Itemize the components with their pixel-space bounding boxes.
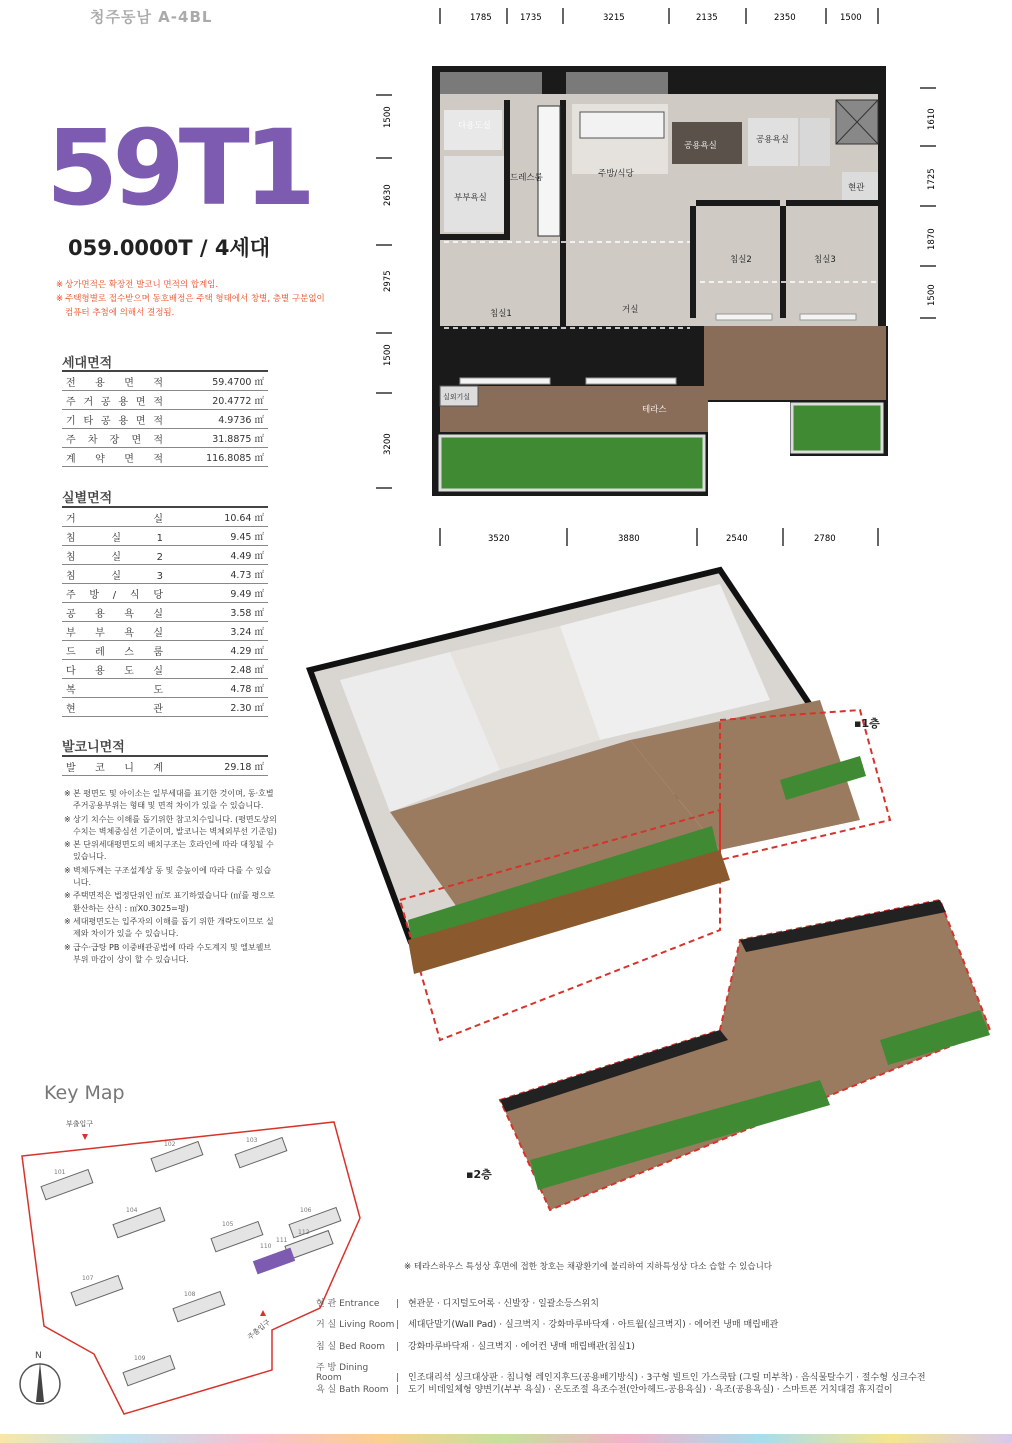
dim-label: 1500 xyxy=(840,13,862,23)
row-value: 4.29 ㎡ xyxy=(168,641,268,660)
unit-type-title: 59T1 xyxy=(46,107,311,229)
spec-value: 강화마루바닥재 · 실크벽지 · 에어컨 냉매 매립배관(침실1) xyxy=(408,1342,635,1352)
spec-row xyxy=(316,1360,926,1383)
row-label: 공 용 욕 실 xyxy=(62,603,168,622)
block-number: 109 xyxy=(134,1355,146,1362)
spec-row xyxy=(316,1339,635,1352)
dim-label: 1500 xyxy=(383,344,393,366)
spec-key: 거 실 Living Room xyxy=(316,1320,395,1330)
dim-label: 3520 xyxy=(488,534,510,544)
spec-key: 침 실 Bed Room xyxy=(316,1342,386,1352)
room-area-title: 실별면적 xyxy=(62,491,113,506)
block-number: 106 xyxy=(300,1207,312,1214)
row-label: 거 실 xyxy=(62,507,168,527)
block-number: 107 xyxy=(82,1275,94,1282)
unit-type-code: 059.0000T / 4세대 xyxy=(68,236,271,260)
spec-value: 도기 비데일체형 양변기(부부 욕실) · 온도조절 욕조수전(안아헤드-공용욕실) · 욕조(공용욕실) · 스마트폰 거치대겸 휴지걸이 xyxy=(408,1385,893,1395)
room-label: 침실2 xyxy=(730,255,752,265)
row-label: 다 용 도 실 xyxy=(62,660,168,679)
block-number: 108 xyxy=(184,1291,196,1298)
dim-label: 1610 xyxy=(927,108,937,130)
row-value: 29.18 ㎡ xyxy=(168,756,268,776)
key-map xyxy=(14,1108,364,1418)
room-label: 공용욕실 xyxy=(756,135,789,145)
spec-divider: | xyxy=(396,1373,400,1383)
decorative-color-bar xyxy=(0,1434,1012,1443)
dim-label: 1500 xyxy=(383,106,393,128)
household-area-title: 세대면적 xyxy=(62,356,113,371)
row-label: 현 관 xyxy=(62,698,168,717)
gate-arrow-icon xyxy=(82,1134,88,1140)
row-label: 계 약 면 적 xyxy=(62,448,168,467)
table-row xyxy=(62,565,268,584)
floor2-label: ▪2층 xyxy=(466,1168,492,1181)
spec-divider: | xyxy=(396,1342,400,1352)
spec-key: 현 관 Entrance xyxy=(316,1299,380,1309)
row-label: 복 도 xyxy=(62,679,168,698)
spec-value: 세대단말기(Wall Pad) · 실크벽지 · 강화마루바닥재 · 아트월(실크벽지) · 에어컨 냉매 매립배관 xyxy=(408,1320,779,1330)
row-value: 116.8085 ㎡ xyxy=(168,448,268,467)
row-value: 59.4700 ㎡ xyxy=(168,371,268,391)
row-value: 9.49 ㎡ xyxy=(168,584,268,603)
table-row xyxy=(62,756,268,776)
dim-label: 1500 xyxy=(927,284,937,306)
row-value: 20.4772 ㎡ xyxy=(168,391,268,410)
balcony-area-title: 발코니면적 xyxy=(62,740,125,755)
interior-wall xyxy=(504,100,510,240)
interior-wall xyxy=(560,242,566,382)
block-number: 101 xyxy=(54,1169,66,1176)
note-item: ※ 벽체두께는 구조설계상 동 및 층높이에 따라 다를 수 있습니다. xyxy=(64,865,278,890)
room-label: 실외기실 xyxy=(443,393,471,401)
balcony-area-table xyxy=(62,755,268,776)
row-value: 4.73 ㎡ xyxy=(168,565,268,584)
dim-label: 2780 xyxy=(814,534,836,544)
interior-wall xyxy=(690,206,696,318)
floor-plan xyxy=(0,0,1012,560)
room-label: 주방/식당 xyxy=(598,169,634,179)
dress-room-wall xyxy=(538,106,560,236)
interior-wall xyxy=(786,200,878,206)
dim-label: 1785 xyxy=(470,13,492,23)
row-label: 기 타 공 용 면 적 xyxy=(62,410,168,429)
spec-divider: | xyxy=(396,1320,400,1330)
dim-label: 1725 xyxy=(927,168,937,190)
row-label: 주 거 공 용 면 적 xyxy=(62,391,168,410)
dim-label: 2135 xyxy=(696,13,718,23)
plan-disclaimers xyxy=(64,788,278,967)
note-item: ※ 주택면적은 법정단위인 ㎡로 표기하였습니다 (㎡를 평으로 환산하는 산식 : ㎡X0.3025=평) xyxy=(64,890,278,915)
table-row xyxy=(62,679,268,698)
spec-row xyxy=(316,1382,893,1395)
note-item: ※ 상기 치수는 이해를 돕기위한 참고치수입니다. (평면도상의 수치는 벽체중심선 기준이며, 발코니는 벽체외부선 기준임) xyxy=(64,814,278,839)
row-label: 침 실 3 xyxy=(62,565,168,584)
dim-label: 1870 xyxy=(927,228,937,250)
dim-label: 3880 xyxy=(618,534,640,544)
row-label: 전 용 면 적 xyxy=(62,371,168,391)
interior-wall xyxy=(440,234,510,240)
dim-label: 3200 xyxy=(383,433,393,455)
note-item: ※ 세대평면도는 입주자의 이해를 돕기 위한 개략도이므로 실제와 차이가 있을 수 있습니다. xyxy=(64,916,278,941)
row-label: 부 부 욕 실 xyxy=(62,622,168,641)
note-item: ※ 주택형별로 접수받으며 동호배정은 주택 형태에서 창별, 층별 구분없이 컴퓨터 추첨에 의해서 결정됨. xyxy=(56,292,326,320)
dim-label: 2975 xyxy=(383,270,393,292)
closet-floor xyxy=(800,118,830,166)
north-needle-icon xyxy=(36,1362,44,1402)
spec-key: 주 방 Dining Room xyxy=(316,1363,369,1383)
dim-label: 1735 xyxy=(520,13,542,23)
row-value: 10.64 ㎡ xyxy=(168,507,268,527)
spec-row xyxy=(316,1296,599,1309)
room-label: 다용도실 xyxy=(458,121,491,131)
gate-label: 주출입구 xyxy=(246,1318,273,1342)
complex-name: 청주동남 A-4BL xyxy=(90,8,213,26)
block-number: 102 xyxy=(164,1141,176,1148)
spec-divider: | xyxy=(396,1299,400,1309)
spec-key: 욕 실 Bath Room xyxy=(316,1385,389,1395)
room-label: 공용욕실 xyxy=(684,141,717,151)
note-item: ※ 본 단위세대평면도의 배치구조는 호라인에 따라 대칭될 수 있습니다. xyxy=(64,839,278,864)
row-value: 4.9736 ㎡ xyxy=(168,410,268,429)
note-item: ※ 본 평면도 및 아이소는 일부세대를 표기한 것이며, 동·호별 주거공용부위는 형태 및 면적 차이가 있을 수 있습니다. xyxy=(64,788,278,813)
row-label: 발 코 니 계 xyxy=(62,756,168,776)
block-number: 112 xyxy=(298,1229,310,1236)
note-item: ※ 급수·급탕 PB 이중배관공법에 따라 수도계지 및 엘보웰브 부위 마감이 상이 할 수 있습니다. xyxy=(64,942,278,967)
room-label: 부부욕실 xyxy=(454,193,487,203)
top-dimension-ticks xyxy=(440,8,878,24)
keymap-title: Key Map xyxy=(44,1082,125,1104)
block-number: 104 xyxy=(126,1207,138,1214)
row-value: 4.49 ㎡ xyxy=(168,546,268,565)
spec-value: 현관문 · 디지털도어록 · 신발장 · 일괄소등스위치 xyxy=(408,1299,599,1309)
table-row xyxy=(62,584,268,603)
dim-label: 2350 xyxy=(774,13,796,23)
note-item: ※ 상가면적은 확장전 발코니 면적의 합계임. xyxy=(56,278,326,292)
table-row xyxy=(62,660,268,679)
row-label: 드 레 스 룸 xyxy=(62,641,168,660)
north-label: N xyxy=(35,1351,42,1361)
floor1-label: ▪1층 xyxy=(854,717,880,730)
interior-wall xyxy=(696,200,780,206)
dim-label: 2630 xyxy=(383,184,393,206)
row-label: 침 실 1 xyxy=(62,527,168,546)
spec-divider: | xyxy=(396,1385,400,1395)
row-value: 31.8875 ㎡ xyxy=(168,429,268,448)
interior-wall xyxy=(780,206,786,318)
row-label: 주 차 장 면 적 xyxy=(62,429,168,448)
service-duct xyxy=(566,72,668,94)
iso-floor2 xyxy=(500,900,990,1210)
table-row xyxy=(62,641,268,660)
terrace-note: ※ 테라스하우스 특성상 후면에 접한 창호는 채광환기에 불리하여 지하특성상 다소 습할 수 있습니다 xyxy=(404,1262,772,1272)
row-value: 2.30 ㎡ xyxy=(168,698,268,717)
site-boundary xyxy=(22,1122,360,1414)
block-number: 105 xyxy=(222,1221,234,1228)
table-row xyxy=(62,698,268,717)
room-label: 현관 xyxy=(848,183,865,193)
room-label: 거실 xyxy=(622,305,639,315)
row-value: 3.24 ㎡ xyxy=(168,622,268,641)
room-label: 침실1 xyxy=(490,309,512,319)
block-number: 110 xyxy=(260,1243,272,1250)
room-label: 드레스룸 xyxy=(510,173,543,183)
dim-label: 3215 xyxy=(603,13,625,23)
block-number: 103 xyxy=(246,1137,258,1144)
row-value: 4.78 ㎡ xyxy=(168,679,268,698)
row-label: 주 방 / 식 당 xyxy=(62,584,168,603)
table-row xyxy=(62,603,268,622)
spec-row xyxy=(316,1317,778,1330)
spec-value: 인조대리석 싱크대상판 · 침니형 레인지후드(공용배기방식) · 3구형 빌트인 가스쿡탑 (그릴 미부착) · 음식물탈수기 · 절수형 싱크수전 xyxy=(408,1373,926,1383)
block-number: 111 xyxy=(276,1237,288,1244)
row-label: 침 실 2 xyxy=(62,546,168,565)
dim-label: 2540 xyxy=(726,534,748,544)
lawn-area xyxy=(792,404,882,452)
room-label: 침실3 xyxy=(814,255,836,265)
gate-label: 부출입구 xyxy=(66,1120,94,1128)
kitchen-counter xyxy=(580,112,664,138)
row-value: 3.58 ㎡ xyxy=(168,603,268,622)
lawn-area xyxy=(440,436,704,490)
row-value: 2.48 ㎡ xyxy=(168,660,268,679)
isometric-view xyxy=(300,560,1000,1240)
table-row xyxy=(62,622,268,641)
room-label: 테라스 xyxy=(642,405,667,415)
service-duct xyxy=(440,72,542,94)
row-value: 9.45 ㎡ xyxy=(168,527,268,546)
